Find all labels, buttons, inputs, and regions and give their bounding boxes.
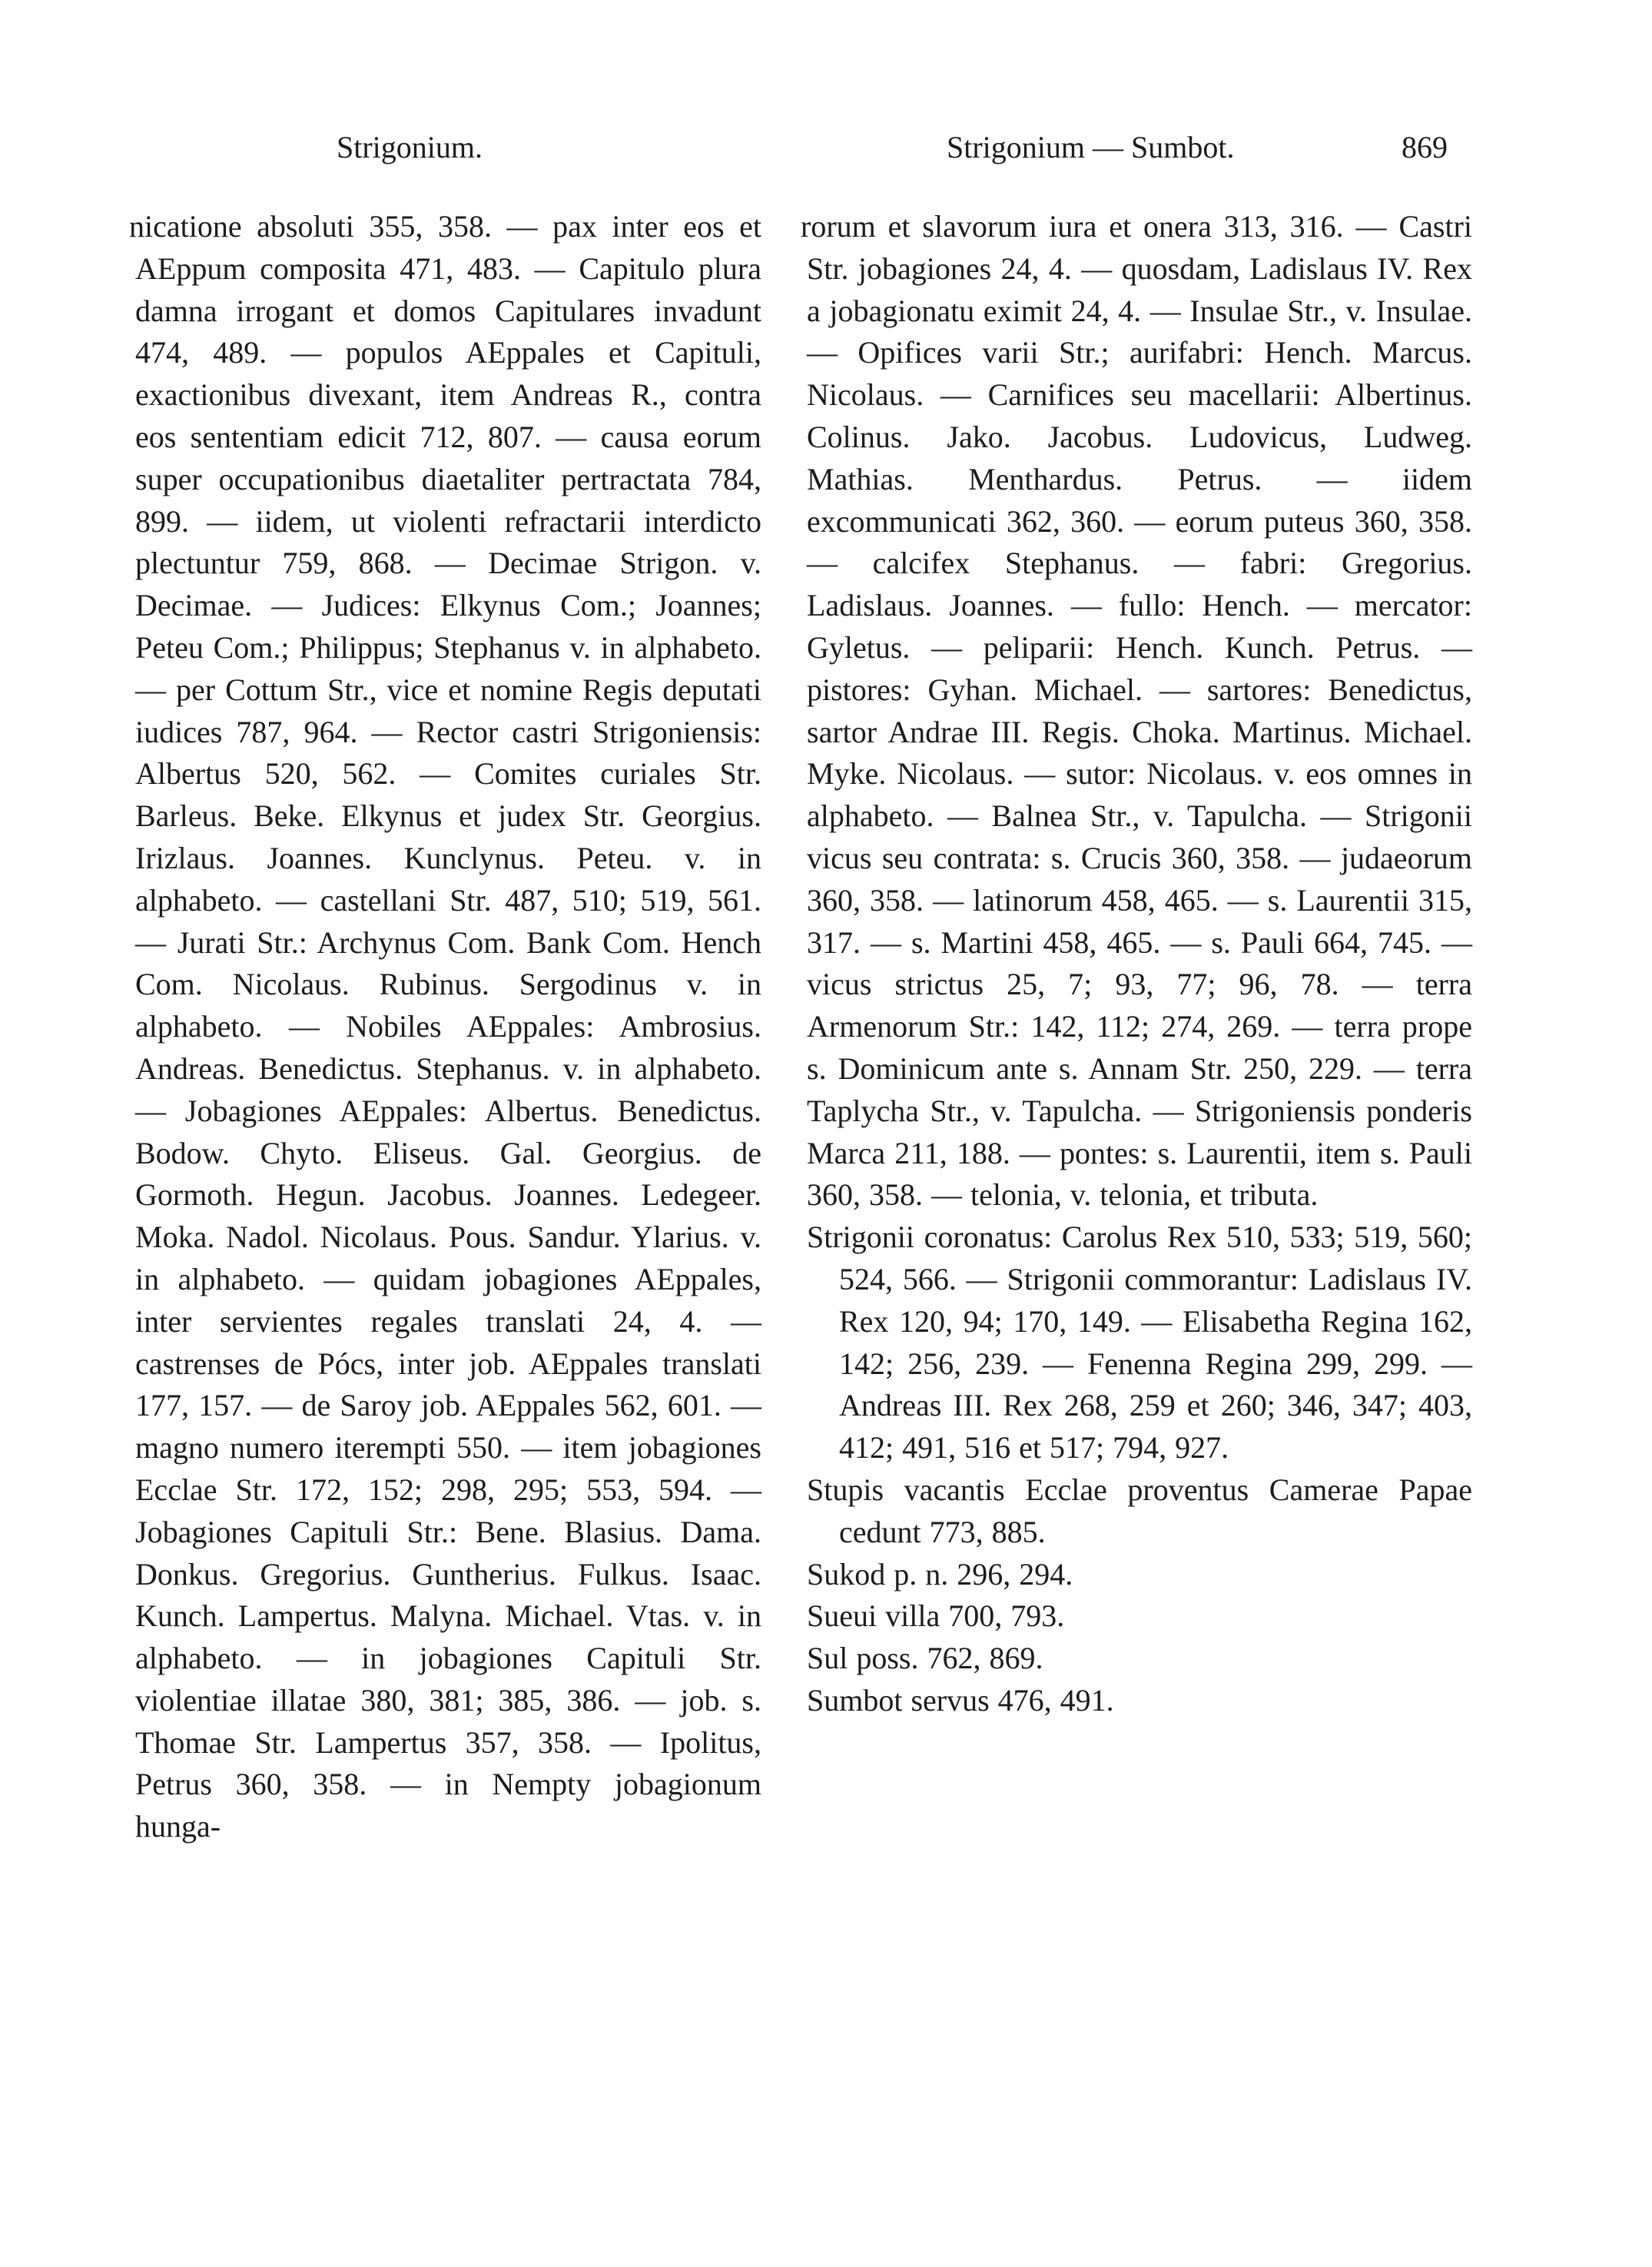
index-entry: Stupis vacantis Ecclae proventus Camerae Papae cedunt 773, 885. <box>807 1472 1472 1549</box>
index-entry: Strigonii coronatus: Carolus Rex 510, 533; 519, 560; 524, 566. — Strigonii commorantur: Ladislaus IV. Rex 120, 94; 170, 149. — Elisabetha Regina 162, 142; 256, 239. — Fenenna Regina 299, 299. — Andreas III. Rex 268, 259 et 260; 346, 347; 403, 412; 491, 516 et 517; 794, 927. <box>807 1220 1472 1465</box>
index-entry: Sueui villa 700, 793. <box>807 1598 1065 1634</box>
left-column-text: nicatione absoluti 355, 358. — pax inter eos et AEppum composita 471, 483. — Capitulo plura damna irrogant et domos Capitulares invadunt 474, 489. — populos AEppales et Capituli, exactionibus divexant, item Andreas R., contra eos sententiam edicit 712, 807. — causa eorum super occupationibus diaetaliter pertractata 784, 899. — iidem, ut violenti refractarii interdicto plectuntur 759, 868. — Decimae Strigon. v. Decimae. — Judices: Elkynus Com.; Joannes; Peteu Com.; Philippus; Stephanus v. in alphabeto. — per Cottum Str., vice et nomine Regis deputati iudices 787, 964. — Rector castri Strigoniensis: Albertus 520, 562. — Comites curiales Str. Barleus. Beke. Elkynus et judex Str. Georgius. Irizlaus. Joannes. Kunclynus. Peteu. v. in alphabeto. — castellani Str. 487, 510; 519, 561. — Jurati Str.: Archynus Com. Bank Com. Hench Com. Nicolaus. Rubinus. Sergodinus v. in alphabeto. — Nobiles AEppales: Ambrosius. Andreas. Benedictus. Stephanus. v. in alphabeto. — Jobagiones AEppales: Albertus. Benedictus. Bodow. Chyto. Eliseus. Gal. Georgius. de Gormoth. Hegun. Jacobus. Joannes. Ledegeer. Moka. Nadol. Nicolaus. Pous. Sandur. Ylarius. v. in alphabeto. — quidam jobagiones AEppales, inter servientes regales translati 24, 4. — castrenses de Pócs, inter job. AEppales translati 177, 157. — de Saroy job. AEppales 562, 601. — magno numero iterempti 550. — item jobagiones Ecclae Str. 172, 152; 298, 295; 553, 594. — Jobagiones Capituli Str.: Bene. Blasius. Dama. Donkus. Gregorius. Guntherius. Fulkus. Isaac. Kunch. Lampertus. Malyna. Michael. Vtas. v. in alphabeto. — in jobagiones Capituli Str. violentiae illatae 380, 381; 385, 386. — job. s. Thomae Str. Lampertus 357, 358. — Ipolitus, Petrus 360, 358. — in Nempty jobagionum hunga- <box>129 209 761 1844</box>
index-entry: Sumbot servus 476, 491. <box>807 1682 1114 1718</box>
right-column-continuation: rorum et slavorum iura et onera 313, 316. — Castri Str. jobagiones 24, 4. — quosdam, Ladislaus IV. Rex a jobagionatu eximit 24, 4. — Insulae Str., v. Insulae. — Opifices varii Str.; aurifabri: Hench. Marcus. Nicolaus. — Carnifices seu macellarii: Albertinus. Colinus. Jako. Jacobus. Ludovicus, Ludweg. Mathias. Menthardus. Petrus. — iidem excommunicati 362, 360. — eorum puteus 360, 358. — calcifex Stephanus. — fabri: Gregorius. Ladislaus. Joannes. — fullo: Hench. — mercator: Gyletus. — peliparii: Hench. Kunch. Petrus. — pistores: Gyhan. Michael. — sartores: Benedictus, sartor Andrae III. Regis. Choka. Martinus. Michael. Myke. Nicolaus. — sutor: Nicolaus. v. eos omnes in alphabeto. — Balnea Str., v. Tapulcha. — Strigonii vicus seu contrata: s. Crucis 360, 358. — judaeorum 360, 358. — latinorum 458, 465. — s. Laurentii 315, 317. — s. Martini 458, 465. — s. Pauli 664, 745. — vicus strictus 25, 7; 93, 77; 96, 78. — terra Armenorum Str.: 142, 112; 274, 269. — terra prope s. Dominicum ante s. Annam Str. 250, 229. — terra Taplycha Str., v. Tapulcha. — Strigoniensis ponderis Marca 211, 188. — pontes: s. Laurentii, item s. Pauli 360, 358. — telonia, v. telonia, et tributa. <box>801 209 1472 1213</box>
page-number: 869 <box>1402 130 1448 164</box>
index-entry: Sukod p. n. 296, 294. <box>807 1556 1073 1592</box>
index-entry: Sul poss. 762, 869. <box>807 1641 1043 1676</box>
running-head-left: Strigonium. <box>337 130 483 164</box>
left-column <box>129 206 761 1848</box>
right-column <box>801 206 1472 1722</box>
running-head-right: Strigonium — Sumbot. <box>947 130 1235 164</box>
